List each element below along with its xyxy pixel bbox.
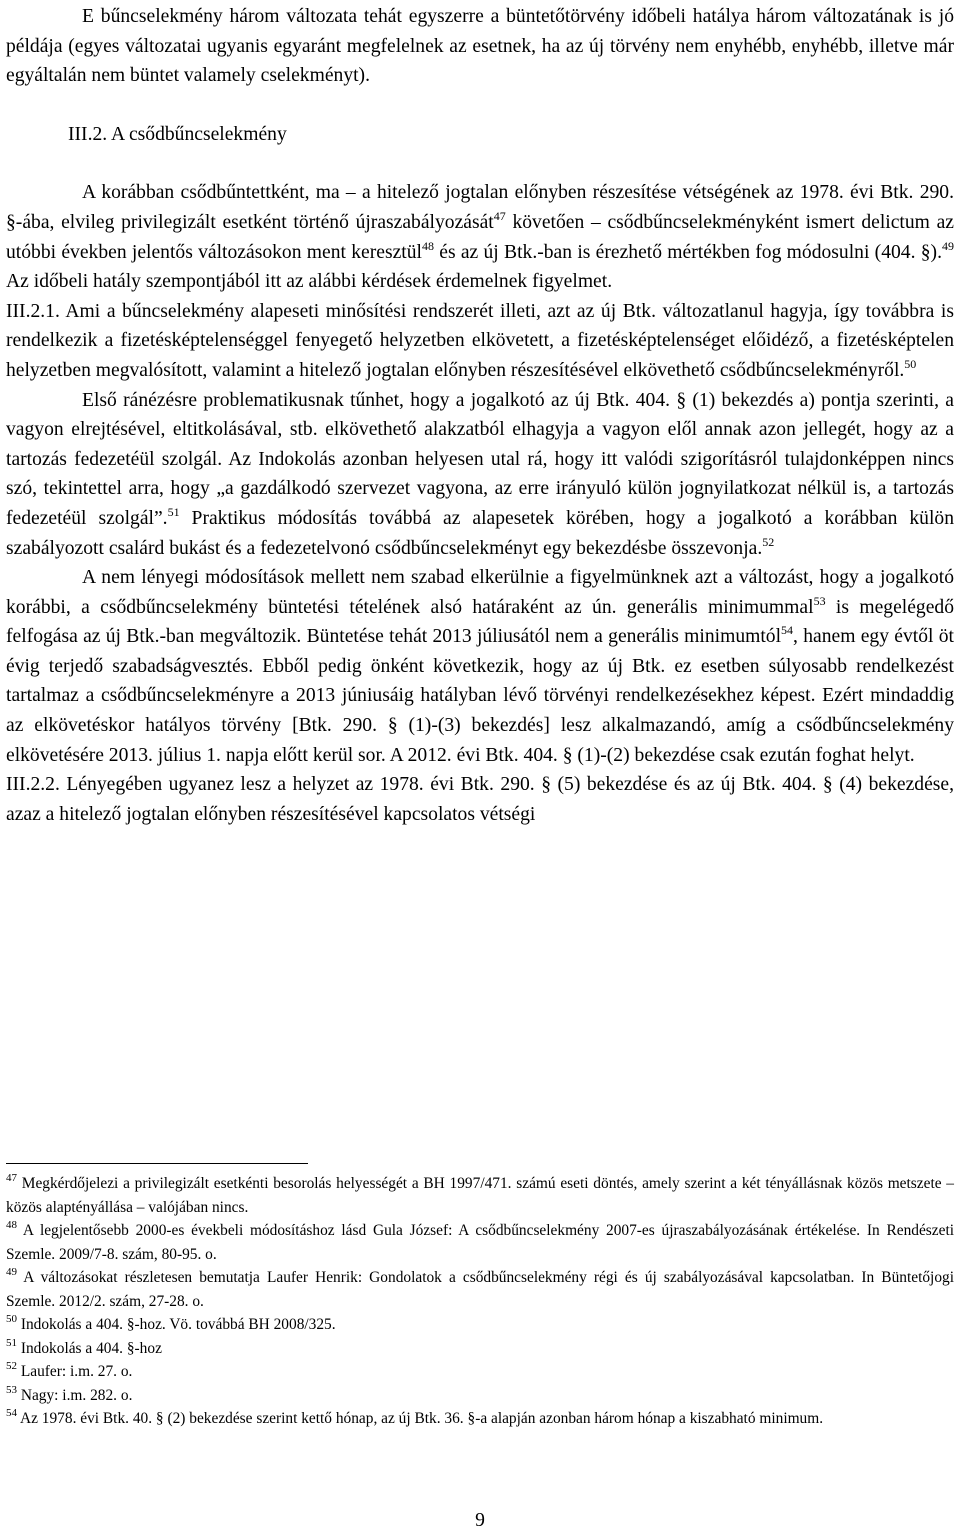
paragraph-first-glance bbox=[6, 386, 954, 564]
footnote-text: A változásokat részletesen bemutatja Laufer Henrik: Gondolatok a csődbűncselekmény régi és új szabályozásával kapcsolatban. In Büntetőjogi Szemle. 2012/2. szám, 27-28. o. bbox=[6, 1269, 954, 1310]
footnote-number: 51 bbox=[6, 1336, 17, 1349]
text-run: is megelégedő felfogása az új Btk.-ban megváltozik. Büntetése tehát 2013 júliusától nem a generális minimumtól bbox=[6, 596, 954, 648]
footnote-ref[interactable]: 48 bbox=[421, 238, 434, 253]
footnote-ref[interactable]: 49 bbox=[942, 238, 954, 253]
footnotes bbox=[6, 1172, 954, 1431]
footnote-number: 53 bbox=[6, 1383, 17, 1396]
footnote-number: 48 bbox=[6, 1219, 17, 1231]
footnote-47 bbox=[6, 1172, 954, 1219]
footnote-ref[interactable]: 50 bbox=[904, 356, 917, 371]
text-run: Praktikus módosítás továbbá az alapesetek körében, hogy a jogalkotó a korábban külön szabályozott csalárd bukást és a fedezetelvonó csődbűncselekményt egy bekezdésbe összevonja. bbox=[6, 507, 954, 559]
footnote-text: Laufer: i.m. 27. o. bbox=[17, 1363, 133, 1380]
footnote-48 bbox=[6, 1219, 954, 1266]
paragraph-intro: E bűncselekmény három változata tehát egyszerre a büntetőtörvény időbeli hatálya három változatának is jó példája (egyes változatai ugyanis egyaránt megfelelnek az esetnek, ha az új törvény nem enyhébb, enyhébb, illetve már egyáltalán nem büntet valamely cselekményt). bbox=[6, 6, 954, 87]
footnote-number: 47 bbox=[6, 1172, 17, 1184]
paragraph-iii-2-2: III.2.2. Lényegében ugyanez lesz a helyzet az 1978. évi Btk. 290. § (5) bekezdése és az új Btk. 404. § (4) bekezdése, azaz a hitelező jogtalan előnyben részesítésével kapcsolatos vétségi bbox=[6, 774, 954, 825]
paragraph-history bbox=[6, 178, 954, 296]
footnote-text: Megkérdőjelezi a privilegizált esetkénti besorolás helyességét a BH 1997/471. számú eseti döntés, amely szerint a két tényállásnak közös metszete – közös alaptényállása – valójában nincs. bbox=[6, 1175, 954, 1216]
footnote-ref[interactable]: 52 bbox=[762, 534, 775, 549]
footnote-number: 52 bbox=[6, 1360, 17, 1372]
footnote-ref[interactable]: 53 bbox=[813, 593, 826, 608]
footnote-text: Indokolás a 404. §-hoz bbox=[17, 1339, 162, 1357]
footnote-number: 54 bbox=[6, 1407, 17, 1419]
spacer bbox=[6, 91, 954, 120]
footnote-number: 49 bbox=[6, 1266, 17, 1278]
footnote-53 bbox=[6, 1384, 954, 1408]
section-heading: III.2. A csődbűncselekmény bbox=[68, 123, 287, 145]
text-run: és az új Btk.-ban is érezhető mértékben fog módosulni (404. §). bbox=[433, 241, 942, 263]
footnote-50 bbox=[6, 1313, 954, 1337]
footnote-51 bbox=[6, 1337, 954, 1361]
text-run: III.2.1. Ami a bűncselekmény alapeseti minősítési rendszerét illeti, azt az új Btk. változatlanul hagyja, így továbbra is rendelkezik a fizetésképtelenséggel fenyegető helyzetben elkövetett, a fizetésképtelenséget előidéző, a fizetésképtelen helyzetben megvalósított, valamint a hitelező jogtalan előnyben részesítésével elkövethető csődbűncselekményről. bbox=[6, 300, 954, 381]
footnote-text: Nagy: i.m. 282. o. bbox=[17, 1386, 133, 1404]
spacer bbox=[6, 149, 954, 178]
paragraph-iii-2-1 bbox=[6, 297, 954, 386]
footnote-text: Indokolás a 404. §-hoz. Vö. továbbá BH 2008/325. bbox=[17, 1316, 336, 1333]
text-run: követően – csődbűncselekményként ismert delictum az utóbbi években jelentős változásokon ment keresztül bbox=[6, 211, 954, 263]
footnote-separator bbox=[6, 1163, 308, 1164]
footnote-ref[interactable]: 54 bbox=[781, 623, 794, 638]
footnote-number: 50 bbox=[6, 1313, 17, 1325]
footnote-49 bbox=[6, 1266, 954, 1313]
text-run: A korábban csődbűntettként, ma – a hitelező jogtalan előnyben részesítése vétségének az 1978. évi Btk. 290. §-ába, elvileg privilegizált esetként történő újraszabályozását bbox=[6, 182, 954, 233]
page-number: 9 bbox=[475, 1510, 485, 1531]
main-text bbox=[6, 2, 954, 829]
text-run: , hanem egy évtől öt évig terjedő szabadságvesztés. Ebből pedig önként következik, hogy az új Btk. ez esetben súlyosabb rendelkezést tartalmaz a csődbűncselekményre a 2013 júniusáig hatályban lévő törvényi rendelkezésekhez képest. Ezért mindaddig az elkövetéskor hatályos törvény [Btk. 290. § (1)-(3) bekezdés] lesz alkalmazandó, amíg a csődbűncselekmény elkövetésére 2013. július 1. napja előtt kerül sor. A 2012. évi Btk. 404. § (1)-(2) bekezdése csak ezután foghat helyt. bbox=[6, 626, 954, 766]
text-run: Első ránézésre problematikusnak tűnhet, hogy a jogalkotó az új Btk. 404. § (1) bekezdés a) pontja szerinti, a vagyon elrejtésével, eltitkolásával, stb. elkövethető alakzatból elhagyja a vagyon elől annak azon jellegét, hogy az a tartozás fedezetéül szolgál. Az Indokolás azonban helyesen utal rá, hogy itt valódi szigorításról tulajdonképpen nincs szó, tekintettel arra, hogy „a gazdálkodó szervezet vagyona, az erre irányuló külön jognyilatkozat nélkül is, a tartozás fedezetéül szolgál”. bbox=[6, 389, 954, 529]
text-run: Az időbeli hatály szempontjából itt az alábbi kérdések érdemelnek figyelmet. bbox=[6, 271, 613, 293]
footnote-54 bbox=[6, 1407, 954, 1431]
footnote-ref[interactable]: 51 bbox=[167, 504, 180, 519]
footnote-52 bbox=[6, 1360, 954, 1384]
footnote-text: A legjelentősebb 2000-es évekbeli módosításhoz lásd Gula József: A csődbűncselekmény 2007-es újraszabályozásának értékelése. In Rendészeti Szemle. 2009/7-8. szám, 80-95. o. bbox=[6, 1222, 954, 1263]
paragraph-sentencing bbox=[6, 563, 954, 770]
footnote-text: Az 1978. évi Btk. 40. § (2) bekezdése szerint kettő hónap, az új Btk. 36. §-a alapján azonban három hónap a kiszabható minimum. bbox=[17, 1410, 824, 1427]
footnote-ref[interactable]: 47 bbox=[493, 208, 506, 223]
text-run: A nem lényegi módosítások mellett nem szabad elkerülnie a figyelmünknek azt a változást, hogy a jogalkotó korábbi, a csődbűncselekmény büntetési tételének alsó határaként az ún. generális minimummal bbox=[6, 567, 954, 618]
